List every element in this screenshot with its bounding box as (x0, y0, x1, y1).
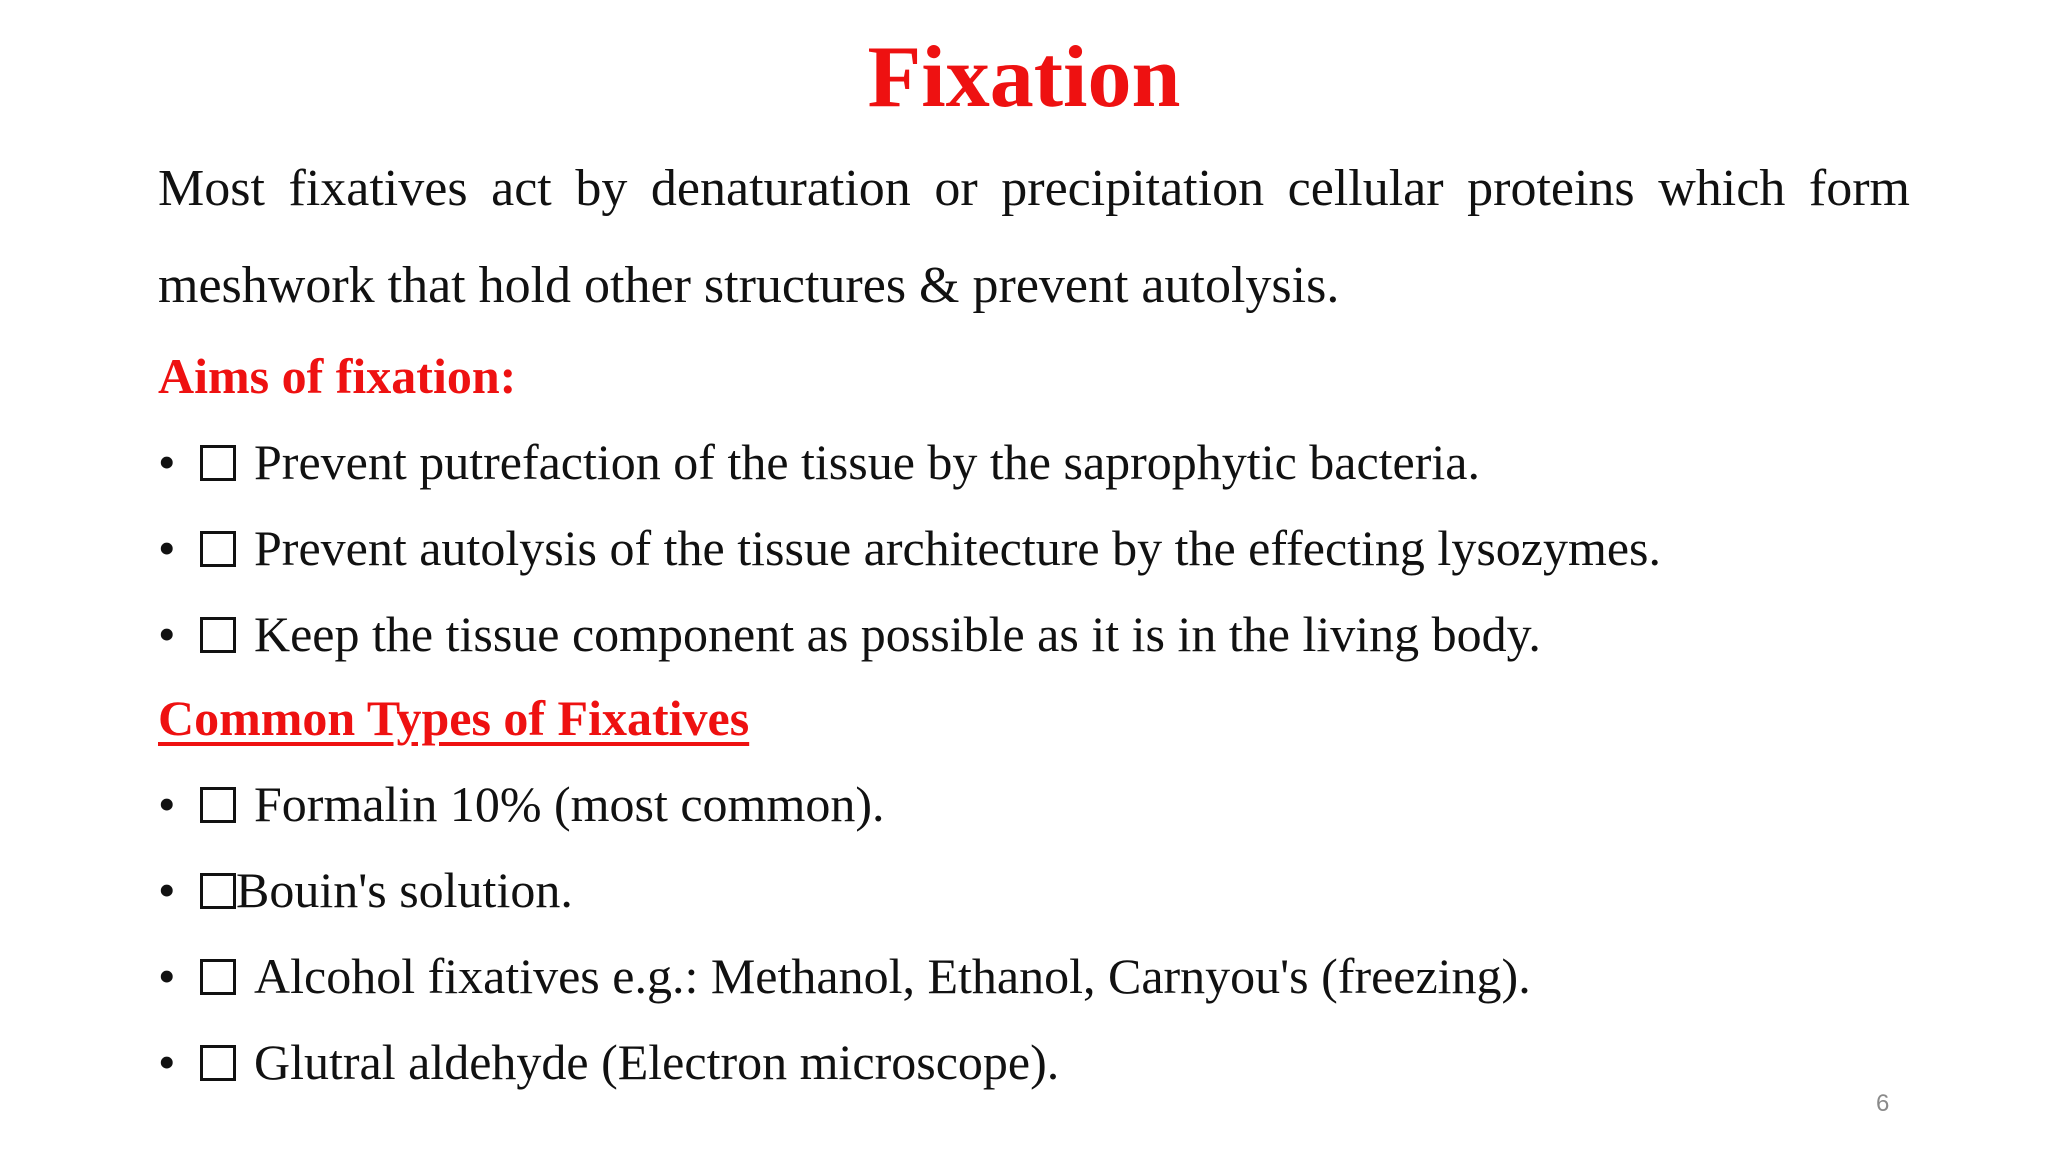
types-list (158, 774, 1531, 1118)
bullet-icon: • (158, 520, 176, 576)
bullet-icon: • (158, 862, 176, 918)
bullet-icon: • (158, 434, 176, 490)
checkbox-icon (200, 531, 236, 567)
checkbox-icon (200, 1045, 236, 1081)
intro-paragraph: Most fixatives act by denaturation or precipitation cellular proteins which form meshwork that hold other structures & prevent autolysis. (158, 160, 1910, 314)
bullet-icon: • (158, 776, 176, 832)
aims-heading: Aims of fixation: (158, 348, 517, 404)
list-item (158, 860, 1531, 946)
list-item (158, 432, 1661, 518)
list-item (158, 518, 1661, 604)
type-text: Formalin 10% (most common). (254, 776, 885, 832)
types-heading: Common Types of Fixatives (158, 690, 750, 746)
checkbox-icon (200, 873, 236, 909)
checkbox-icon (200, 787, 236, 823)
checkbox-icon (200, 617, 236, 653)
list-item (158, 1032, 1531, 1118)
list-item (158, 774, 1531, 860)
bullet-icon: • (158, 1034, 176, 1090)
list-item (158, 604, 1661, 690)
checkbox-icon (200, 959, 236, 995)
type-text: Bouin's solution. (236, 862, 573, 918)
aim-text: Prevent autolysis of the tissue architecture by the effecting lysozymes. (254, 520, 1662, 576)
bullet-icon: • (158, 606, 176, 662)
list-item (158, 946, 1531, 1032)
type-text: Glutral aldehyde (Electron microscope). (254, 1034, 1060, 1090)
aim-text: Keep the tissue component as possible as it is in the living body. (254, 606, 1541, 662)
aims-list (158, 432, 1661, 690)
aim-text: Prevent putrefaction of the tissue by the saprophytic bacteria. (254, 434, 1480, 490)
slide-title: Fixation (867, 29, 1181, 126)
page-number: 6 (1876, 1090, 1890, 1117)
bullet-icon: • (158, 948, 176, 1004)
checkbox-icon (200, 445, 236, 481)
type-text: Alcohol fixatives e.g.: Methanol, Ethanol, Carnyou's (freezing). (254, 948, 1531, 1004)
